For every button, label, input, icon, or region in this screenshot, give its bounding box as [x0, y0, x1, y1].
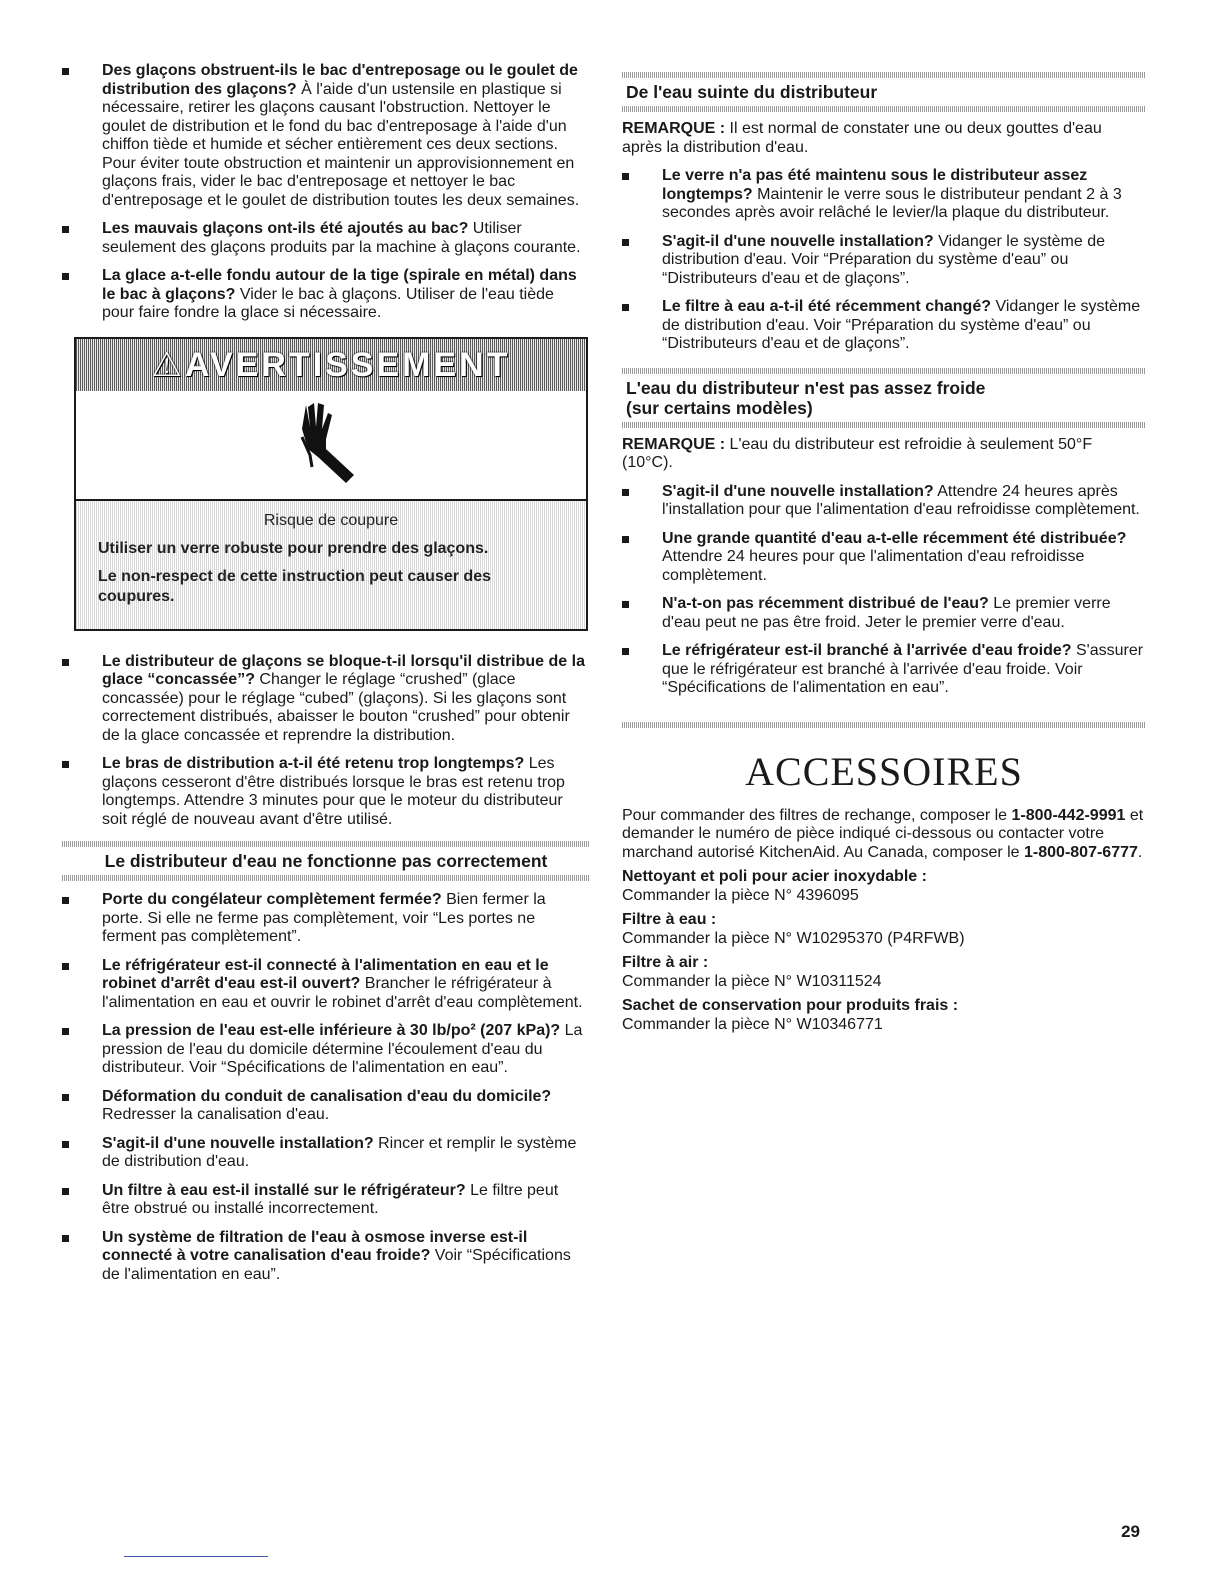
- list-item: Le distributeur de glaçons se bloque-t-il lorsqu'il distribue de la glace “concassée”? Changer le réglage “crushed” (glace concassée) pour le réglage “cubed” (glaçons). Si les glaçons sont correctement distribués, abaisser le bouton “crushed” pour obtenir de la glace concassée et reprendre la distribution.: [62, 653, 590, 746]
- divider: [622, 422, 1146, 428]
- warning-body: [76, 501, 586, 629]
- section-header: [622, 368, 1146, 428]
- accessories-title: ACCESSOIRES: [745, 748, 1023, 794]
- accessories-intro: Pour commander des filtres de rechange, composer le 1-800-442-9991 et demander le numéro de pièce indiqué ci-dessous ou contacter votre marchand autorisé KitchenAid. Au Canada, composer le 1-800-807-6777.: [622, 806, 1144, 861]
- accessory-item: Filtre à air : Commander la pièce N° W10311524: [622, 954, 882, 990]
- list-item: Porte du congélateur complètement fermée? Bien fermer la porte. Si elle ne ferme pas complètement, voir “Les portes ne ferment pas complètement”.: [62, 891, 590, 947]
- ice-bullets-mid: [62, 653, 590, 830]
- list-item: S'agit-il d'une nouvelle installation? Attendre 24 heures après l'installation pour que l'alimentation d'eau refroidisse complètement.: [622, 483, 1146, 520]
- accessory-item: Sachet de conservation pour produits frais : Commander la pièce N° W10346771: [622, 997, 959, 1033]
- list-item: Le bras de distribution a-t-il été retenu trop longtemps? Les glaçons cesseront d'être distribués lorsque le bras est retenu trop longtemps. Attendre 3 minutes pour que le moteur du distributeur soit réglé de nouveau avant d'être utilisé.: [62, 755, 590, 829]
- note: REMARQUE : Il est normal de constater une ou deux gouttes d'eau après la distribution d'eau.: [622, 120, 1102, 156]
- list-item: Un filtre à eau est-il installé sur le réfrigérateur? Le filtre peut être obstrué ou installé incorrectement.: [62, 1182, 590, 1219]
- left-column: [62, 62, 590, 1294]
- warning-instruction: Utiliser un verre robuste pour prendre des glaçons.: [98, 539, 489, 557]
- ice-bullets-top: [62, 62, 590, 323]
- list-item: Un système de filtration de l'eau à osmose inverse est-il connecté à votre canalisation d'eau froide? Voir “Spécifications de l'alimentation en eau”.: [62, 1229, 590, 1285]
- divider: [622, 106, 1146, 112]
- list-item: Le réfrigérateur est-il branché à l'arrivée d'eau froide? S'assurer que le réfrigérateur est branché à l'arrivée d'eau froide. Voir “Spécifications de l'alimentation en eau”.: [622, 642, 1146, 698]
- cold-bullets: [622, 483, 1146, 698]
- list-item: Les mauvais glaçons ont-ils été ajoutés au bac? Utiliser seulement des glaçons produits par la machine à glaçons courante.: [62, 220, 590, 257]
- list-item: La pression de l'eau est-elle inférieure à 30 lb/po² (207 kPa)? La pression de l'eau du domicile détermine l'écoulement d'eau du distributeur. Voir “Spécifications de l'alimentation en eau”.: [62, 1022, 590, 1078]
- section-header: [62, 841, 590, 881]
- list-item: Le réfrigérateur est-il connecté à l'alimentation en eau et le robinet d'arrêt d'eau est-il ouvert? Brancher le réfrigérateur à l'alimentation en eau et ouvrir le robinet d'arrêt d'eau complètement.: [62, 957, 590, 1013]
- warning-header: [76, 339, 586, 391]
- list-item: N'a-t-on pas récemment distribué de l'eau? Le premier verre d'eau peut ne pas être froid. Jeter le premier verre d'eau.: [622, 595, 1146, 632]
- section-title: Le distributeur d'eau ne fonctionne pas correctement: [104, 851, 548, 871]
- page-number: 29: [1121, 1522, 1140, 1541]
- divider: [622, 722, 1146, 728]
- accessory-item: Filtre à eau : Commander la pièce N° W10295370 (P4RFWB): [622, 911, 965, 947]
- leak-bullets: [622, 167, 1146, 354]
- right-column: [622, 72, 1146, 1040]
- phone-us: 1-800-442-9991: [1011, 806, 1126, 824]
- list-item: Des glaçons obstruent-ils le bac d'entreposage ou le goulet de distribution des glaçons? À l'aide d'un ustensile en plastique si nécessaire, retirer les glaçons causant l'obstruction. Nettoyer le goulet de distribution et le fond du bac d'entreposage à l'aide d'un chiffon tiède et humide et sécher entièrement ces deux sections. Pour éviter toute obstruction et maintenir un approvisionnement en glaçons frais, vider le bac d'entreposage et nettoyer le bac d'entreposage et le goulet de distribution toutes les deux semaines.: [62, 62, 590, 210]
- list-item: La glace a-t-elle fondu autour de la tige (spirale en métal) dans le bac à glaçons? Vider le bac à glaçons. Utiliser de l'eau tiède pour faire fondre la glace si nécessaire.: [62, 267, 590, 323]
- list-item: S'agit-il d'une nouvelle installation? Rincer et remplir le système de distribution d'eau.: [62, 1135, 590, 1172]
- warning-risk: Risque de coupure: [263, 511, 399, 529]
- warning-consequence: Le non-respect de cette instruction peut causer des coupures.: [98, 567, 491, 605]
- list-item: Le filtre à eau a-t-il été récemment changé? Vidanger le système de distribution d'eau. Voir “Préparation du système d'eau” ou “Distributeurs d'eau et de glaçons”.: [622, 298, 1146, 354]
- note: REMARQUE : L'eau du distributeur est refroidie à seulement 50°F (10°C).: [622, 435, 1093, 471]
- accessory-item: Nettoyant et poli pour acier inoxydable : Commander la pièce N° 4396095: [622, 868, 927, 904]
- footer-rule: [124, 1556, 268, 1557]
- water-bullets: [62, 891, 590, 1284]
- warning-box: [74, 337, 588, 631]
- cut-hand-hazard-icon: [76, 391, 586, 501]
- section-title: L'eau du distributeur n'est pas assez froide (sur certains modèles): [626, 377, 986, 418]
- list-item: Déformation du conduit de canalisation d'eau du domicile? Redresser la canalisation d'eau.: [62, 1088, 590, 1125]
- warning-title: ⚠AVERTISSEMENT: [151, 345, 511, 384]
- phone-ca: 1-800-807-6777: [1024, 843, 1138, 861]
- list-item: Le verre n'a pas été maintenu sous le distributeur assez longtemps? Maintenir le verre sous le distributeur pendant 2 à 3 secondes après avoir relâché le levier/la plaque du distributeur.: [622, 167, 1146, 223]
- list-item: Une grande quantité d'eau a-t-elle récemment été distribuée? Attendre 24 heures pour que l'alimentation d'eau refroidisse complètement.: [622, 530, 1146, 586]
- divider: [62, 875, 590, 881]
- section-header: [622, 72, 1146, 112]
- section-title: De l'eau suinte du distributeur: [626, 82, 878, 102]
- list-item: S'agit-il d'une nouvelle installation? Vidanger le système de distribution d'eau. Voir “Préparation du système d'eau” ou “Distributeurs d'eau et de glaçons”.: [622, 233, 1146, 289]
